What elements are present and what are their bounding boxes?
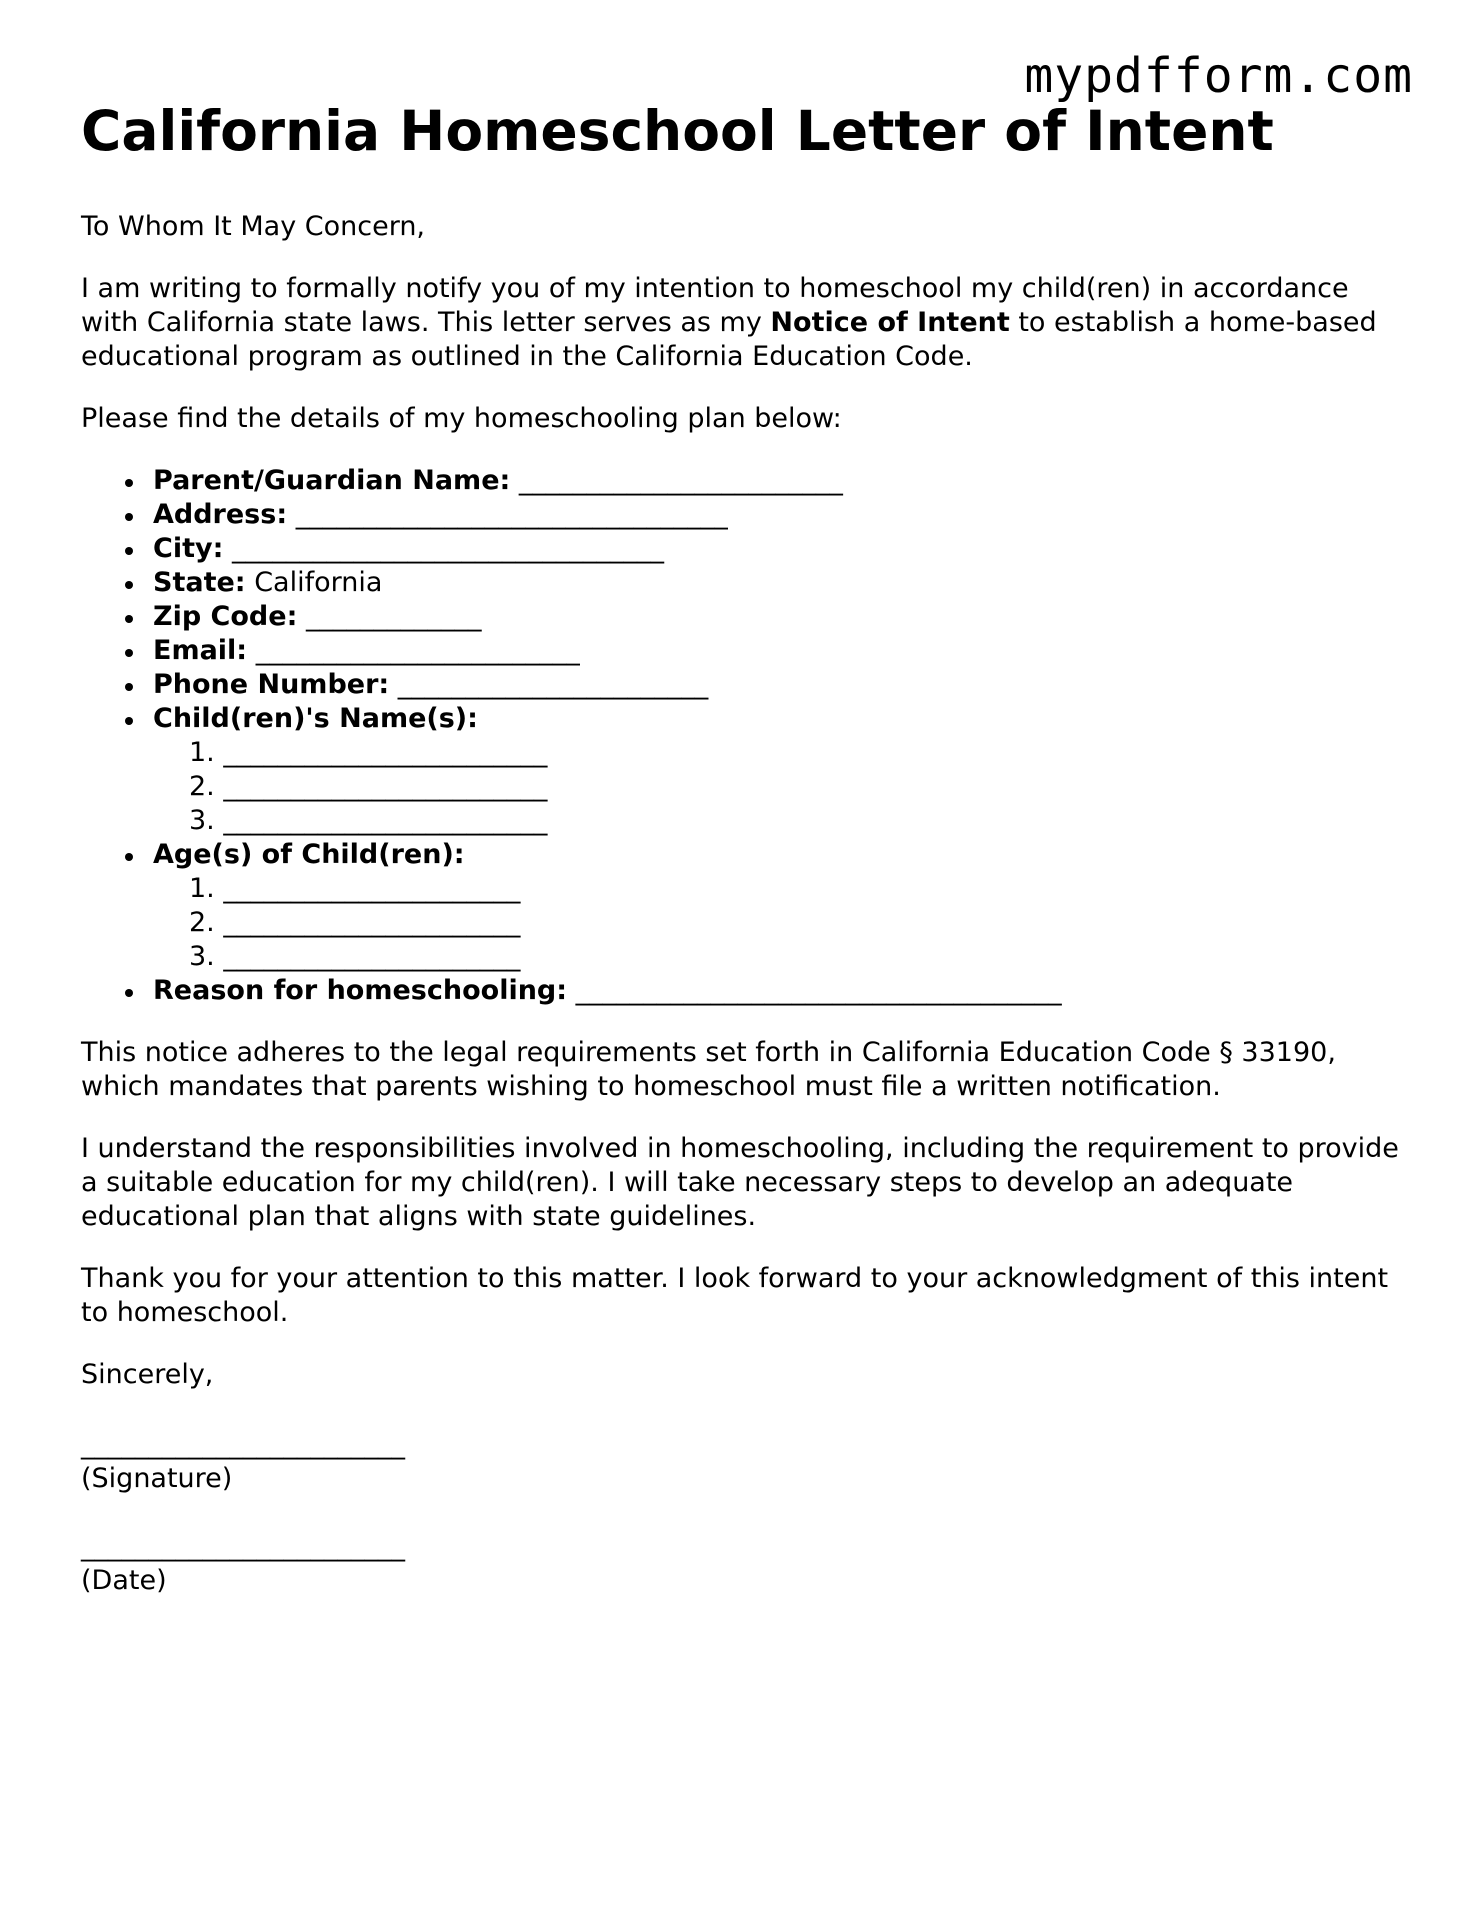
email-field[interactable]: ________________________ — [255, 635, 580, 667]
parent-name-field[interactable]: ________________________ — [518, 465, 843, 497]
signature-field[interactable]: ________________________ — [81, 1429, 405, 1461]
child-name-field-1[interactable]: ________________________ — [223, 737, 548, 769]
list-item — [189, 906, 1411, 940]
list-item-ages — [153, 838, 1411, 974]
list-item-phone — [153, 668, 1411, 702]
list-item — [189, 736, 1411, 770]
child-age-field-3[interactable]: ______________________ — [223, 941, 521, 973]
list-item-address — [153, 498, 1411, 532]
list-item-parent — [153, 464, 1411, 498]
children-names-label: Child(ren)'s Name(s): — [153, 703, 478, 735]
children-ages-list — [153, 872, 1411, 974]
email-label: Email: — [153, 635, 248, 667]
child-age-field-2[interactable]: ______________________ — [223, 907, 521, 939]
item-number: 1. — [189, 737, 215, 769]
item-number: 2. — [189, 907, 215, 939]
city-label: City: — [153, 533, 224, 565]
phone-field[interactable]: _______________________ — [397, 669, 709, 701]
list-item-city — [153, 532, 1411, 566]
list-item-children — [153, 702, 1411, 838]
notice-of-intent-emphasis: Notice of Intent — [770, 307, 1010, 339]
watermark: mypdfform.com — [1024, 48, 1413, 104]
state-value: California — [254, 567, 383, 599]
state-label: State: — [153, 567, 246, 599]
reason-label: Reason for homeschooling: — [153, 975, 568, 1007]
city-field[interactable]: ________________________________ — [231, 533, 664, 565]
legal-paragraph: This notice adheres to the legal requirements set forth in California Education Code § 33190, which mandates that parents wishing to homeschool must file a written notification. — [81, 1037, 1336, 1103]
children-ages-label: Age(s) of Child(ren): — [153, 839, 465, 871]
item-number: 3. — [189, 805, 215, 837]
thanks-paragraph: Thank you for your attention to this matter. I look forward to your acknowledgment of this intent to homeschool. — [81, 1263, 1389, 1329]
list-item-email — [153, 634, 1411, 668]
child-age-field-1[interactable]: ______________________ — [223, 873, 521, 905]
list-item — [189, 940, 1411, 974]
date-caption: (Date) — [81, 1565, 167, 1597]
address-label: Address: — [153, 499, 288, 531]
details-list — [81, 464, 1411, 1008]
intro-paragraph — [81, 272, 1411, 374]
page-title: California Homeschool Letter of Intent — [81, 99, 1274, 163]
phone-label: Phone Number: — [153, 669, 390, 701]
item-number: 2. — [189, 771, 215, 803]
address-field[interactable]: ________________________________ — [295, 499, 728, 531]
zip-label: Zip Code: — [153, 601, 298, 633]
parent-name-label: Parent/Guardian Name: — [153, 465, 511, 497]
list-item — [189, 804, 1411, 838]
list-item-reason — [153, 974, 1411, 1008]
date-field[interactable]: ________________________ — [81, 1531, 405, 1563]
item-number: 1. — [189, 873, 215, 905]
letter-page — [81, 100, 1411, 1632]
child-name-field-2[interactable]: ________________________ — [223, 771, 548, 803]
details-intro: Please find the details of my homeschooling plan below: — [81, 403, 842, 435]
reason-field[interactable]: ____________________________________ — [575, 975, 1062, 1007]
intro-text-after: to establish a home-based educational program as outlined in the California Education Code. — [81, 307, 1377, 373]
list-item-state — [153, 566, 1411, 600]
item-number: 3. — [189, 941, 215, 973]
signature-caption: (Signature) — [81, 1463, 233, 1495]
list-item — [189, 770, 1411, 804]
children-names-list — [153, 736, 1411, 838]
signature-block — [81, 1428, 1411, 1598]
intro-text-before: I am writing to formally notify you of my intention to homeschool my child(ren) in accordance with California state laws. This letter serves as my — [81, 273, 1349, 339]
greeting: To Whom It May Concern, — [81, 211, 426, 243]
zip-field[interactable]: _____________ — [305, 601, 482, 633]
list-item — [189, 872, 1411, 906]
closing: Sincerely, — [81, 1359, 214, 1391]
responsibility-paragraph: I understand the responsibilities involved in homeschooling, including the requirement to provide a suitable education for my child(ren). I will take necessary steps to develop an adequate educational plan that aligns with state guidelines. — [81, 1133, 1399, 1233]
list-item-zip — [153, 600, 1411, 634]
child-name-field-3[interactable]: ________________________ — [223, 805, 548, 837]
